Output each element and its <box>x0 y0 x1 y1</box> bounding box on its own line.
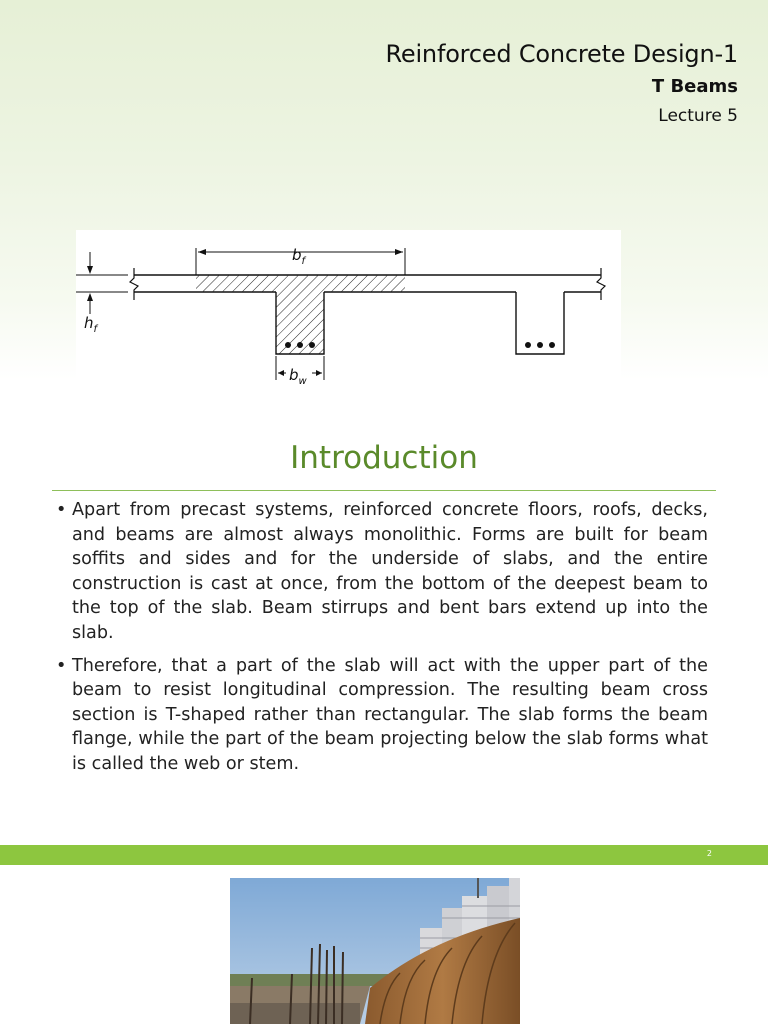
bw-label-main: b <box>289 366 299 384</box>
bullet-marker: • <box>56 655 67 676</box>
rebar-dot <box>549 342 555 348</box>
t-beam-diagram <box>76 230 621 390</box>
construction-photo <box>230 878 520 1024</box>
bf-label-sub: f <box>301 256 306 267</box>
rebar-dot <box>285 342 291 348</box>
hf-label-sub: f <box>93 324 98 335</box>
heading-divider <box>52 490 716 491</box>
t-beam-svg <box>76 230 621 390</box>
footer-bar <box>0 845 768 865</box>
rebar-dot <box>309 342 315 348</box>
slide-title: Reinforced Concrete Design-1 <box>385 40 738 68</box>
bullet-marker: • <box>56 500 67 520</box>
bullet-item <box>56 654 708 777</box>
bf-label-main: b <box>292 246 302 264</box>
section-heading: Introduction <box>290 440 478 476</box>
bullet-item <box>56 498 708 646</box>
slide-subtitle: T Beams <box>651 76 738 97</box>
lecture-label: Lecture 5 <box>658 106 738 126</box>
bw-label <box>289 366 308 387</box>
bullet-list <box>56 498 708 785</box>
left-break-line <box>130 268 138 300</box>
rebar-dot <box>537 342 543 348</box>
bullet-text: Therefore, that a part of the slab will act with the upper part of the beam to resist longitudinal compression. The resulting beam cross section is T-shaped rather than rectangular. The slab forms the beam flange, while the part of the beam projecting below the slab forms what is called the web or stem. <box>72 655 708 774</box>
bullet-text: Apart from precast systems, reinforced concrete floors, roofs, decks, and beams are almost always monolithic. Forms are built for beam soffits and sides and for the underside of slabs, and the entire construction is cast at once, from the bottom of the deepest beam to the top of the slab. Beam stirrups and bent bars extend up into the slab. <box>72 500 708 643</box>
rebar-dot <box>525 342 531 348</box>
flange-hatch <box>196 275 405 292</box>
right-break-line <box>597 268 605 300</box>
bw-label-sub: w <box>298 376 307 387</box>
bf-label <box>292 246 307 267</box>
hf-label <box>84 314 99 335</box>
rebar-dot <box>297 342 303 348</box>
page-number: 2 <box>706 849 712 858</box>
hf-label-main: h <box>84 314 94 332</box>
construction-photo-svg <box>230 878 520 1024</box>
